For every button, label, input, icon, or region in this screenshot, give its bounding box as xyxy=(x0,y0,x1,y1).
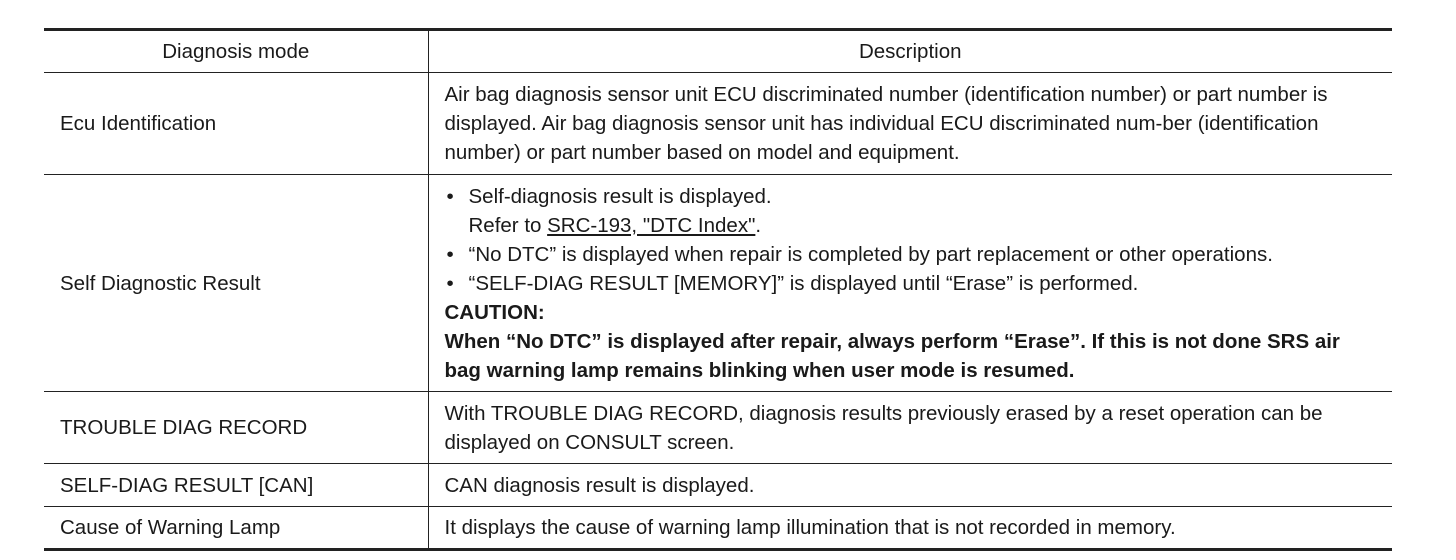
description-cell xyxy=(428,175,1392,392)
header-diagnosis-mode: Diagnosis mode xyxy=(44,30,428,73)
diagnosis-mode-table xyxy=(44,28,1392,551)
refer-suffix: . xyxy=(755,213,762,237)
refer-prefix: Refer to xyxy=(468,213,548,237)
caution-text: When “No DTC” is displayed after repair, always perform “Erase”. If this is not done SRS air bag warning lamp remains blinking when user mode is resumed. xyxy=(444,329,1340,382)
dtc-index-link[interactable]: SRC-193, "DTC Index" xyxy=(547,213,756,237)
table-row xyxy=(44,507,1392,550)
list-item: • “No DTC” is displayed when repair is completed by part replacement or other operations. xyxy=(445,240,1383,269)
table-header-row xyxy=(44,30,1392,73)
list-item xyxy=(445,182,1383,240)
description-cell: CAN diagnosis result is displayed. xyxy=(428,464,1392,507)
mode-cell: Ecu Identification xyxy=(44,73,428,175)
header-description: Description xyxy=(428,30,1392,73)
description-cell: Air bag diagnosis sensor unit ECU discriminated number (identification number) or part number is displayed. Air bag diagnosis sensor unit has individual ECU discriminated num-ber (identification number) or part number based on model and equipment. xyxy=(428,73,1392,175)
mode-cell: SELF-DIAG RESULT [CAN] xyxy=(44,464,428,507)
bullet-text: Self-diagnosis result is displayed. xyxy=(468,184,772,208)
description-cell: It displays the cause of warning lamp illumination that is not recorded in memory. xyxy=(428,507,1392,550)
table-row xyxy=(44,392,1392,464)
caution-title: CAUTION: xyxy=(444,300,545,324)
list-item: • “SELF-DIAG RESULT [MEMORY]” is displayed until “Erase” is performed. xyxy=(445,269,1383,298)
table-row xyxy=(44,73,1392,175)
mode-cell: Cause of Warning Lamp xyxy=(44,507,428,550)
table-row xyxy=(44,175,1392,392)
table-row xyxy=(44,464,1392,507)
bullet-list xyxy=(445,182,1383,298)
mode-cell: Self Diagnostic Result xyxy=(44,175,428,392)
mode-cell: TROUBLE DIAG RECORD xyxy=(44,392,428,464)
refer-line xyxy=(469,211,1383,240)
description-cell: With TROUBLE DIAG RECORD, diagnosis results previously erased by a reset operation can be displayed on CONSULT screen. xyxy=(428,392,1392,464)
